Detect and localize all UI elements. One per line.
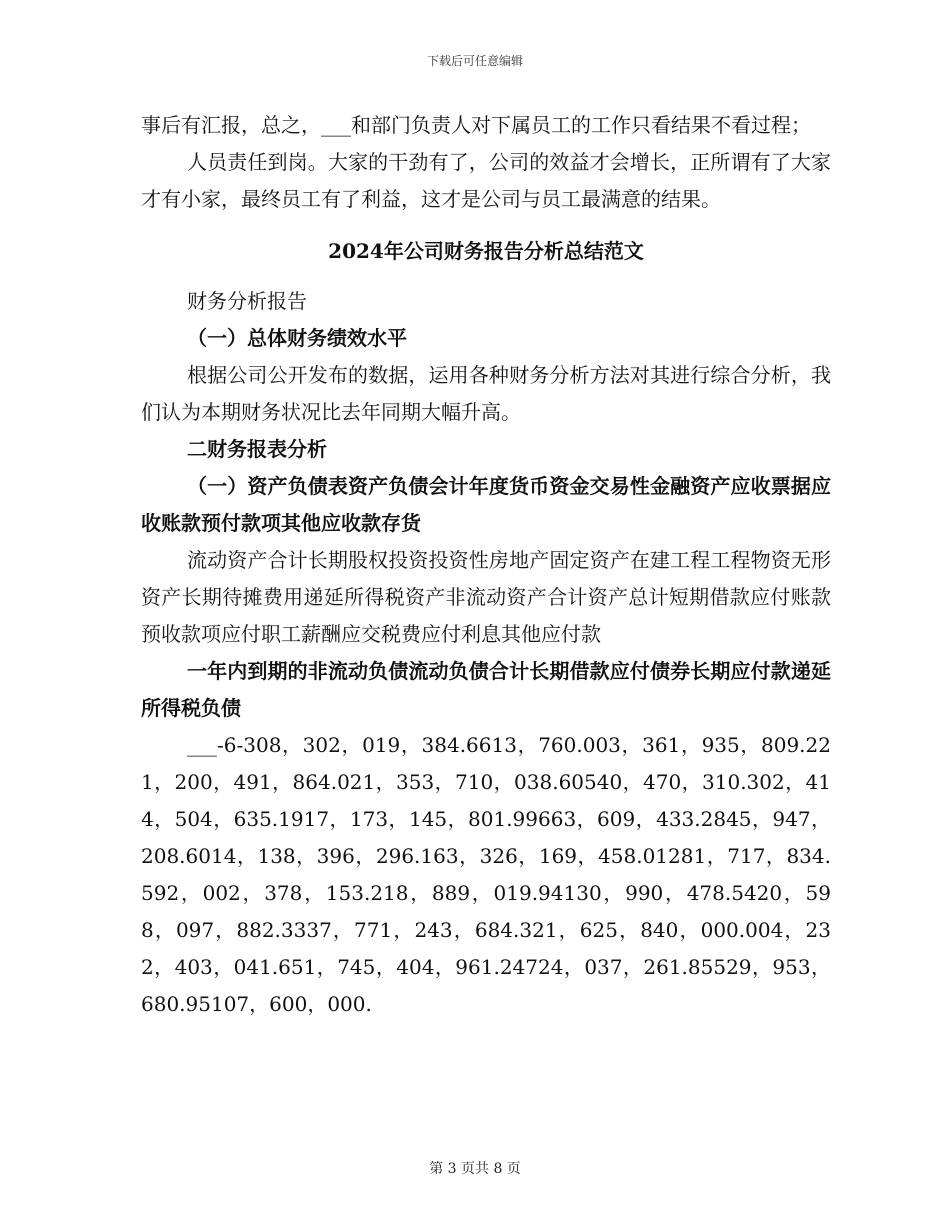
heading-liabilities: 一年内到期的非流动负债流动负债合计长期借款应付债券长期应付款递延所得税负债	[141, 659, 831, 720]
page-footer: 第 3 页共 8 页	[429, 1161, 521, 1177]
document-title: 2024年公司财务报告分析总结范文	[328, 239, 644, 263]
heading-overall-performance: （一）总体财务绩效水平	[187, 326, 407, 350]
paragraph-numbers: ___-6-308，302，019，384.6613，760.003，361，935，809.221，200，491，864.021，353，710，038.60540，470，310.302，414，504，635.1917，173，145，801.99663，609，433.2845，947，208.6014，138，396，296.163，326，169，458.01281，717，834.592，002，378，153.218，889，019.94130，990，478.5420，598，097，882.3337，771，243，684.321，625，840，000.004，232，403，041.651，745，404，961.24724，037，261.85529，953，680.95107，600，000.	[141, 733, 831, 1016]
heading-statement-analysis: 二财务报表分析	[187, 437, 327, 461]
paragraph-analysis: 根据公司公开发布的数据，运用各种财务分析方法对其进行综合分析，我们认为本期财务状况比去年同期大幅升高。	[141, 363, 831, 424]
document-body	[141, 107, 831, 1023]
heading-balance-sheet: （一）资产负债表资产负债会计年度货币资金交易性金融资产应收票据应收账款预付款项其他应收款存货	[141, 474, 831, 535]
page-header: 下载后可任意编辑	[426, 54, 523, 68]
report-label: 财务分析报告	[187, 289, 307, 313]
paragraph-continuation: 事后有汇报，总之，___和部门负责人对下属员工的工作只看结果不看过程；	[141, 113, 811, 137]
paragraph-assets-list: 流动资产合计长期股权投资投资性房地产固定资产在建工程工程物资无形资产长期待摊费用递延所得税资产非流动资产合计资产总计短期借款应付账款预收款项应付职工薪酬应交税费应付利息其他应付款	[141, 548, 831, 646]
paragraph-responsibility: 人员责任到岗。大家的干劲有了，公司的效益才会增长，正所谓有了大家才有小家，最终员工有了利益，这才是公司与员工最满意的结果。	[141, 150, 831, 211]
